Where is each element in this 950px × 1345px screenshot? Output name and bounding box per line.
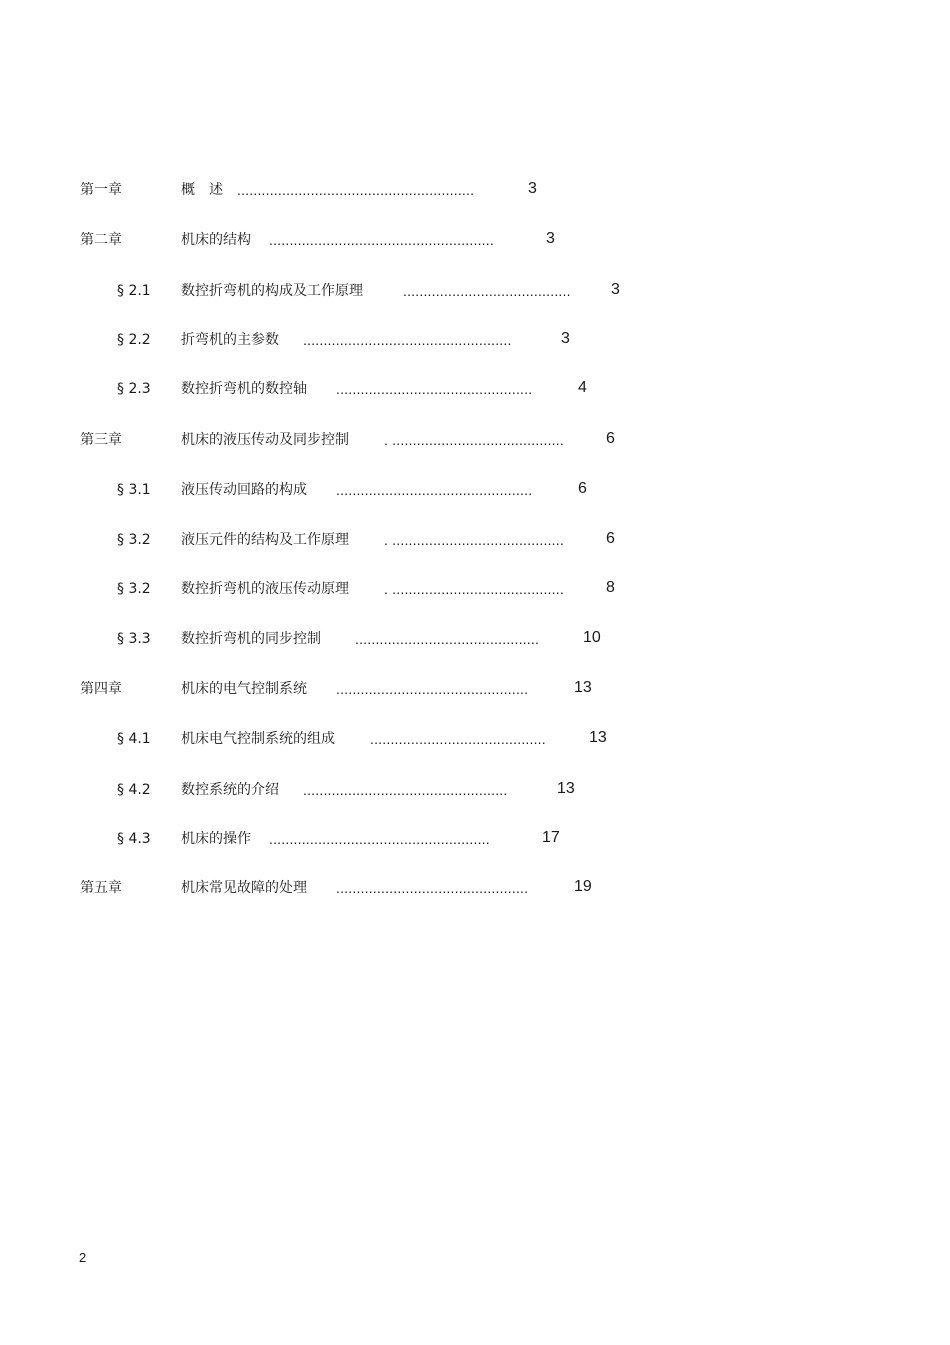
- toc-dot-leader: .........................................: [403, 283, 571, 299]
- toc-dot-leader: ...............................................: [336, 681, 529, 697]
- toc-page-number: 13: [589, 729, 607, 746]
- toc-dot-leader: ................................................: [336, 381, 533, 397]
- toc-dot-leader: . ..........................................: [384, 581, 564, 597]
- toc-section-label: § 4.2: [117, 782, 151, 798]
- toc-entry-chapter-1[interactable]: [0, 178, 950, 202]
- toc-entry-title: 机床的液压传动及同步控制: [181, 432, 349, 448]
- toc-entry-chapter-3[interactable]: [0, 428, 950, 452]
- toc-section-label: § 4.3: [117, 831, 151, 847]
- toc-entry-section-4-3[interactable]: [0, 827, 950, 851]
- toc-page-number: 10: [583, 629, 601, 646]
- toc-dot-leader: ...................................................: [303, 332, 512, 348]
- toc-chapter-label: 第一章: [80, 182, 122, 198]
- toc-section-label: § 3.2: [117, 581, 151, 597]
- toc-section-label: § 2.3: [117, 381, 151, 397]
- toc-entry-title: 折弯机的主参数: [181, 332, 279, 348]
- toc-entry-chapter-5[interactable]: [0, 876, 950, 900]
- toc-entry-title: 机床电气控制系统的组成: [181, 731, 335, 747]
- toc-entry-section-2-3[interactable]: [0, 377, 950, 401]
- toc-chapter-label: 第二章: [80, 232, 122, 248]
- toc-page-number: 13: [557, 780, 575, 797]
- toc-chapter-label: 第三章: [80, 432, 122, 448]
- toc-entry-title: 概 述: [181, 182, 223, 198]
- toc-section-label: § 2.1: [117, 283, 151, 299]
- toc-entry-chapter-2[interactable]: [0, 228, 950, 252]
- toc-entry-section-3-3[interactable]: [0, 627, 950, 651]
- toc-page-number: 3: [611, 281, 620, 298]
- footer-page-number: 2: [79, 1250, 87, 1265]
- toc-page-number: 19: [574, 878, 592, 895]
- toc-entry-section-4-1[interactable]: [0, 727, 950, 751]
- toc-entry-section-3-1[interactable]: [0, 478, 950, 502]
- toc-entry-section-4-2[interactable]: [0, 778, 950, 802]
- toc-dot-leader: ...............................................: [336, 880, 529, 896]
- toc-entry-title: 数控折弯机的构成及工作原理: [181, 283, 363, 299]
- toc-entry-title: 液压元件的结构及工作原理: [181, 532, 349, 548]
- toc-dot-leader: ......................................................: [269, 831, 490, 847]
- toc-entry-title: 机床的电气控制系统: [181, 681, 307, 697]
- toc-section-label: § 2.2: [117, 332, 151, 348]
- toc-dot-leader: ...........................................: [370, 731, 546, 747]
- toc-dot-leader: . ..........................................: [384, 432, 564, 448]
- toc-page-number: 4: [578, 379, 587, 396]
- toc-page-number: 6: [578, 480, 587, 497]
- toc-entry-title: 机床常见故障的处理: [181, 880, 307, 896]
- toc-chapter-label: 第五章: [80, 880, 122, 896]
- toc-dot-leader: ..........................................................: [237, 182, 475, 198]
- toc-entry-section-2-1[interactable]: [0, 279, 950, 303]
- toc-page-number: 13: [574, 679, 592, 696]
- toc-page-number: 8: [606, 579, 615, 596]
- toc-section-label: § 3.2: [117, 532, 151, 548]
- toc-section-label: § 4.1: [117, 731, 151, 747]
- toc-entry-title: 数控系统的介绍: [181, 782, 279, 798]
- toc-dot-leader: . ..........................................: [384, 532, 564, 548]
- toc-page-number: 6: [606, 530, 615, 547]
- toc-entry-title: 数控折弯机的数控轴: [181, 381, 307, 397]
- toc-page-number: 3: [528, 180, 537, 197]
- toc-entry-title: 数控折弯机的同步控制: [181, 631, 321, 647]
- toc-page-number: 17: [542, 829, 560, 846]
- toc-entry-section-3-2b[interactable]: [0, 577, 950, 601]
- toc-entry-section-3-2[interactable]: [0, 528, 950, 552]
- toc-chapter-label: 第四章: [80, 681, 122, 697]
- toc-entry-title: 数控折弯机的液压传动原理: [181, 581, 349, 597]
- toc-section-label: § 3.1: [117, 482, 151, 498]
- toc-page-number: 6: [606, 430, 615, 447]
- toc-entry-title: 机床的操作: [181, 831, 251, 847]
- toc-entry-chapter-4[interactable]: [0, 677, 950, 701]
- toc-entry-title: 机床的结构: [181, 232, 251, 248]
- toc-dot-leader: .............................................: [355, 631, 540, 647]
- toc-page-number: 3: [546, 230, 555, 247]
- toc-entry-title: 液压传动回路的构成: [181, 482, 307, 498]
- toc-entry-section-2-2[interactable]: [0, 328, 950, 352]
- toc-page-number: 3: [561, 330, 570, 347]
- toc-dot-leader: ..................................................: [303, 782, 508, 798]
- toc-dot-leader: .......................................................: [269, 232, 494, 248]
- toc-section-label: § 3.3: [117, 631, 151, 647]
- toc-dot-leader: ................................................: [336, 482, 533, 498]
